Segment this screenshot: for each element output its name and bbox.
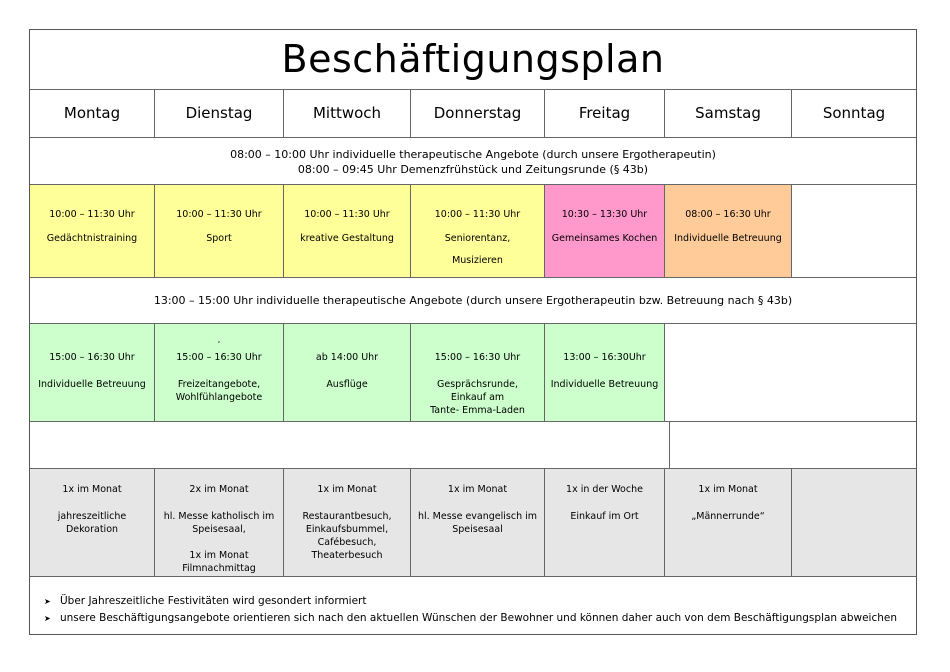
slot-activity: Gemeinsames Kochen bbox=[551, 233, 658, 244]
slot-activity-line2: Wohlfühlangebote bbox=[175, 392, 263, 403]
morning-slot-sunday bbox=[792, 185, 916, 277]
monthly-frequency: 1x im Monat bbox=[317, 484, 377, 495]
monthly-activity: hl. Messe evangelisch im bbox=[417, 511, 538, 522]
afternoon-slot-friday bbox=[545, 324, 665, 421]
slot-activity: Sport bbox=[206, 233, 232, 244]
title-row bbox=[30, 30, 916, 90]
note-text: Über Jahreszeitliche Festivitäten wird gesondert informiert bbox=[60, 595, 367, 607]
slot-activity: Individuelle Betreuung bbox=[38, 379, 146, 390]
empty-row bbox=[30, 422, 916, 469]
monthly-row bbox=[30, 469, 916, 577]
monthly-activity-line4: Theaterbesuch bbox=[311, 550, 383, 561]
slot-time: ab 14:00 Uhr bbox=[315, 352, 379, 363]
midday-banner: 13:00 – 15:00 Uhr individuelle therapeutische Angebote (durch unsere Ergotherapeutin bzw. Betreuung nach § 43b) bbox=[153, 294, 793, 307]
monthly-activity: hl. Messe katholisch im bbox=[163, 511, 275, 522]
morning-slot-wednesday bbox=[284, 185, 411, 277]
slot-activity: kreative Gestaltung bbox=[300, 233, 394, 244]
afternoon-slot-weekend bbox=[665, 324, 916, 421]
morning-slot-tuesday bbox=[155, 185, 284, 277]
page-title: Beschäftigungsplan bbox=[281, 37, 665, 81]
afternoon-slot-tuesday bbox=[155, 324, 284, 421]
day-tuesday: Dienstag bbox=[155, 90, 284, 137]
monthly-friday bbox=[545, 469, 665, 576]
day-monday: Montag bbox=[30, 90, 155, 137]
morning-slot-saturday bbox=[665, 185, 792, 277]
empty-cell-right bbox=[670, 422, 916, 468]
morning-banner-line1: 08:00 – 10:00 Uhr individuelle therapeutische Angebote (durch unsere Ergotherapeutin) bbox=[230, 148, 716, 161]
day-friday: Freitag bbox=[545, 90, 665, 137]
day-wednesday: Mittwoch bbox=[284, 90, 411, 137]
slot-time: 15:00 – 16:30 Uhr bbox=[434, 352, 521, 363]
morning-banner-row bbox=[30, 138, 916, 185]
monthly-wednesday bbox=[284, 469, 411, 576]
afternoon-slot-wednesday bbox=[284, 324, 411, 421]
arrow-bullet-icon: ➤ bbox=[44, 597, 51, 606]
schedule-sheet bbox=[29, 29, 917, 635]
slot-activity: Gedächtnistraining bbox=[46, 233, 138, 244]
day-sunday: Sonntag bbox=[822, 104, 886, 122]
arrow-bullet-icon: ➤ bbox=[44, 614, 51, 623]
day-header-row bbox=[30, 90, 916, 138]
slot-activity: Individuelle Betreuung bbox=[674, 233, 782, 244]
note-text: unsere Beschäftigungsangebote orientieren sich nach den aktuellen Wünschen der Bewohner und können daher auch von dem Beschäftigungsplan abweichen bbox=[60, 612, 898, 624]
slot-activity: Gesprächsrunde, bbox=[437, 379, 518, 390]
morning-slot-monday bbox=[30, 185, 155, 277]
slot-time: 08:00 – 16:30 Uhr bbox=[685, 209, 771, 220]
slot-activity: Seniorentanz, bbox=[444, 233, 511, 244]
slot-activity: Freizeitangebote, bbox=[177, 379, 261, 390]
slot-activity-line2: Musizieren bbox=[452, 255, 503, 266]
slot-activity: Ausflüge bbox=[326, 379, 368, 390]
monthly-activity-line2: Einkaufsbummel, bbox=[305, 524, 389, 535]
monthly-frequency: 1x in der Woche bbox=[566, 484, 643, 495]
afternoon-slot-thursday bbox=[411, 324, 545, 421]
monthly-frequency: 2x im Monat bbox=[189, 484, 249, 495]
monthly-activity-line2: Speisesaal bbox=[452, 524, 503, 535]
slot-time: 10:00 – 11:30 Uhr bbox=[434, 209, 521, 220]
day-saturday: Samstag bbox=[665, 90, 792, 137]
monthly-frequency: 1x im Monat bbox=[62, 484, 122, 495]
monthly-tuesday bbox=[155, 469, 284, 576]
day-thursday: Donnerstag bbox=[411, 90, 545, 137]
afternoon-slots-row bbox=[30, 324, 916, 422]
morning-banner-line2: 08:00 – 09:45 Uhr Demenzfrühstück und Zeitungsrunde (§ 43b) bbox=[297, 163, 649, 176]
monthly-activity-line2: Speisesaal, bbox=[192, 524, 246, 535]
slot-time: 15:00 – 16:30 Uhr bbox=[49, 352, 135, 363]
monthly-activity: „Männerrunde“ bbox=[691, 511, 765, 522]
monthly-monday bbox=[30, 469, 155, 576]
slot-activity-line3: Tante- Emma-Laden bbox=[430, 405, 525, 416]
slot-time: 15:00 – 16:30 Uhr bbox=[176, 352, 262, 363]
monthly-frequency-2: 1x im Monat bbox=[189, 550, 249, 561]
monthly-sunday bbox=[792, 469, 916, 576]
monthly-frequency: 1x im Monat bbox=[698, 484, 758, 495]
slot-time: 10:00 – 11:30 Uhr bbox=[176, 209, 262, 220]
monthly-frequency: 1x im Monat bbox=[447, 484, 508, 495]
empty-cell-left bbox=[30, 422, 670, 468]
midday-banner-row bbox=[30, 278, 916, 324]
morning-slot-thursday bbox=[411, 185, 545, 277]
slot-time: 10:00 – 11:30 Uhr bbox=[304, 209, 390, 220]
monthly-activity-line3: Filmnachmittag bbox=[182, 563, 256, 574]
slot-time: 10:00 – 11:30 Uhr bbox=[49, 209, 135, 220]
monthly-activity: Einkauf im Ort bbox=[570, 511, 639, 522]
slot-time: 13:00 – 16:30Uhr bbox=[563, 352, 646, 363]
slot-activity-line2: Einkauf am bbox=[450, 392, 505, 403]
monthly-activity: Restaurantbesuch, bbox=[302, 511, 392, 522]
monthly-thursday bbox=[411, 469, 545, 576]
note-item bbox=[44, 593, 897, 610]
morning-slot-friday bbox=[545, 185, 665, 277]
slot-activity: Individuelle Betreuung bbox=[550, 379, 659, 390]
note-item bbox=[44, 610, 897, 627]
monthly-saturday bbox=[665, 469, 792, 576]
stray-mark: , bbox=[217, 335, 221, 344]
morning-slots-row bbox=[30, 185, 916, 278]
monthly-activity-line3: Cafébesuch, bbox=[317, 537, 377, 548]
monthly-activity: jahreszeitliche bbox=[57, 511, 127, 522]
slot-time: 10:30 – 13:30 Uhr bbox=[561, 209, 648, 220]
notes-list bbox=[44, 593, 897, 627]
afternoon-slot-monday bbox=[30, 324, 155, 421]
monthly-activity-line2: Dekoration bbox=[65, 524, 119, 535]
